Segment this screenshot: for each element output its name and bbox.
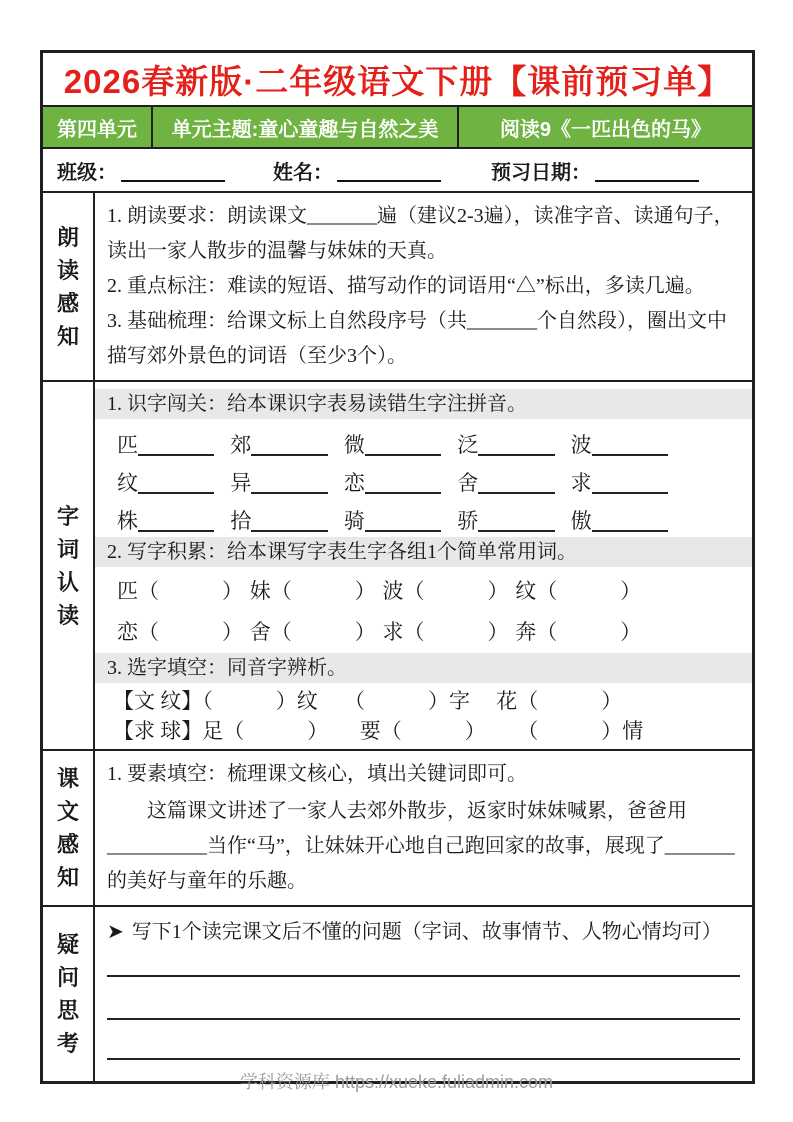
- pinyin-blank-line[interactable]: [138, 529, 214, 532]
- pinyin-row-3: [95, 497, 752, 535]
- worksheet: [40, 50, 755, 1084]
- reading-tasks: [95, 193, 752, 380]
- word-group-cell[interactable]: 恋（ ）: [117, 619, 243, 644]
- word-group-cell[interactable]: 奔（ ）: [515, 619, 642, 644]
- pinyin-blank-line[interactable]: [138, 491, 214, 494]
- pinyin-blank-line[interactable]: [138, 453, 214, 456]
- pinyin-cell: [571, 467, 668, 497]
- pinyin-cell: [571, 429, 668, 459]
- answer-line[interactable]: [107, 949, 740, 977]
- pinyin-row-1: [95, 421, 752, 459]
- section-questions: [43, 907, 752, 1081]
- word-group-row-2: [95, 610, 752, 651]
- pinyin-cell: [344, 429, 441, 459]
- footer-watermark: 学科资源库 https://xueke.fuliadmin.com: [239, 1072, 554, 1092]
- comprehension-task-title: 1. 要素填空：梳理课文核心，填出关键词即可。: [107, 763, 527, 785]
- task2-title: 2. 写字积累：给本课写字表生字各组1个简单常用词。: [95, 537, 752, 567]
- pinyin-cell: [457, 505, 554, 535]
- arrow-bullet-icon: ➤: [107, 921, 124, 943]
- name-label: 姓名：: [273, 161, 333, 184]
- pinyin-blank-line[interactable]: [251, 491, 327, 494]
- unit-theme: 单元主题:童心童趣与自然之美: [153, 107, 459, 147]
- words-tasks: [95, 382, 752, 749]
- answer-line[interactable]: [107, 977, 740, 1020]
- pinyin-blank-line[interactable]: [251, 529, 327, 532]
- character: 纹: [117, 471, 138, 495]
- section-comprehension-label: 课文感知: [43, 751, 95, 905]
- section-words-label: 字词认读: [43, 382, 95, 749]
- pinyin-blank-line[interactable]: [592, 453, 668, 456]
- task3-title: 3. 选字填空：同音字辨析。: [95, 653, 752, 683]
- student-info-row: [43, 149, 752, 193]
- pinyin-blank-line[interactable]: [365, 491, 441, 494]
- character: 傲: [570, 509, 592, 533]
- character: 微: [343, 433, 365, 457]
- pinyin-cell: [117, 505, 214, 535]
- word-group-row-1: [95, 569, 752, 610]
- character: 株: [117, 509, 138, 533]
- unit-number: 第四单元: [43, 107, 153, 147]
- pinyin-cell: [344, 505, 441, 535]
- reading-task-item: 2. 重点标注：难读的短语、描写动作的词语用“△”标出，多读几遍。: [107, 275, 705, 297]
- pinyin-cell: [457, 467, 554, 497]
- pinyin-blank-line[interactable]: [478, 529, 554, 532]
- answer-line[interactable]: [107, 1020, 740, 1060]
- date-input-line[interactable]: [595, 158, 699, 182]
- lesson-title: 阅读9《一匹出色的马》: [499, 118, 712, 141]
- homophone-lines: [95, 685, 752, 745]
- character: 骄: [457, 509, 479, 533]
- character: 求: [570, 471, 592, 495]
- pinyin-blank-line[interactable]: [365, 529, 441, 532]
- question-prompt-text: 写下1个读完课文后不懂的问题（字词、故事情节、人物心情均可）: [131, 921, 722, 943]
- character: 匹: [117, 433, 138, 457]
- name-input-line[interactable]: [337, 158, 441, 182]
- section-reading-label: 朗读感知: [43, 193, 95, 380]
- word-group-cell[interactable]: 求（ ）: [382, 619, 509, 644]
- questions-task: [95, 907, 752, 1081]
- pinyin-cell: [344, 467, 441, 497]
- character: 骑: [343, 509, 365, 533]
- word-group-cell[interactable]: 纹（ ）: [515, 578, 642, 603]
- pinyin-cell: [571, 505, 668, 535]
- pinyin-row-2: [95, 459, 752, 497]
- character: 恋: [343, 471, 365, 495]
- word-group-cell[interactable]: 波（ ）: [382, 578, 509, 603]
- character: 波: [570, 433, 592, 457]
- pinyin-cell: [230, 467, 327, 497]
- class-input-line[interactable]: [121, 158, 225, 182]
- question-prompt: [107, 915, 742, 949]
- character: 拾: [230, 509, 252, 533]
- word-group-cell[interactable]: 妹（ ）: [249, 578, 376, 603]
- pinyin-cell: [117, 429, 214, 459]
- page-title: 2026春新版·二年级语文下册【课前预习单】: [43, 53, 752, 107]
- task1-title: 1. 识字闯关：给本课识字表易读错生字注拼音。: [95, 389, 752, 419]
- pinyin-blank-line[interactable]: [592, 529, 668, 532]
- reading-task-item: 3. 基础梳理：给课文标上自然段序号（共_______个自然段），圈出文中描写郊外景色的词语（至少3个）。: [107, 310, 727, 367]
- pinyin-blank-line[interactable]: [365, 453, 441, 456]
- character: 郊: [230, 433, 252, 457]
- section-reading: [43, 193, 752, 382]
- pinyin-blank-line[interactable]: [478, 491, 554, 494]
- pinyin-blank-line[interactable]: [592, 491, 668, 494]
- pinyin-blank-line[interactable]: [478, 453, 554, 456]
- pinyin-blank-line[interactable]: [251, 453, 327, 456]
- homophone-line[interactable]: 【文 纹】（ ）纹 （ ）字 花（ ）: [113, 689, 623, 713]
- character: 异: [230, 471, 252, 495]
- pinyin-cell: [230, 429, 327, 459]
- section-words: [43, 382, 752, 751]
- comprehension-task: [95, 751, 752, 905]
- character: 泛: [457, 433, 479, 457]
- date-label: 预习日期：: [491, 161, 591, 184]
- homophone-line[interactable]: 【求 球】足（ ） 要（ ） （ ）情: [113, 719, 644, 743]
- reading-task-item: 1. 朗读要求：朗读课文_______遍（建议2-3遍），读准字音、读通句子，读出一家人散步的温馨与妹妹的天真。: [107, 205, 734, 262]
- pinyin-cell: [117, 467, 214, 497]
- word-group-cell[interactable]: 舍（ ）: [249, 619, 376, 644]
- character: 舍: [457, 471, 479, 495]
- section-questions-label: 疑问思考: [43, 907, 95, 1081]
- pinyin-cell: [230, 505, 327, 535]
- word-group-cell[interactable]: 匹（ ）: [117, 578, 243, 603]
- comprehension-paragraph[interactable]: 这篇课文讲述了一家人去郊外散步，返家时妹妹喊累，爸爸用__________当作“马”，让妹妹开心地自己跑回家的故事，展现了_______的美好与童年的乐趣。: [107, 800, 735, 892]
- unit-bar: [43, 107, 752, 149]
- section-comprehension: [43, 751, 752, 907]
- pinyin-cell: [457, 429, 554, 459]
- class-label: 班级：: [57, 161, 117, 184]
